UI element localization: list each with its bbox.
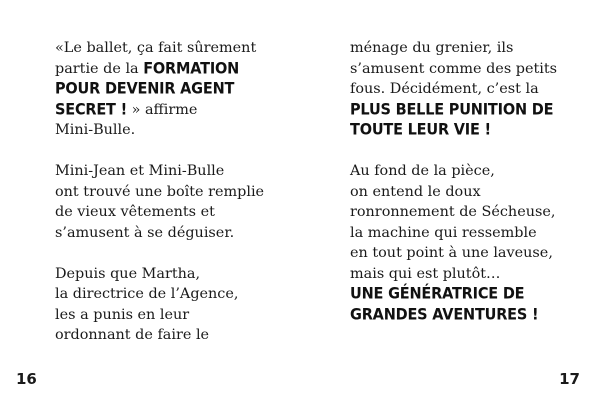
text-line: de vieux vêtements et [55, 204, 215, 220]
highlight-text: GRANDES AVENTURES ! [350, 305, 539, 324]
paragraph-ballet [55, 38, 290, 141]
text-line: en tout point à une laveuse, [350, 245, 553, 261]
text-line: fous. Décidément, c’est la [350, 81, 539, 97]
page-number-left: 16 [16, 370, 37, 388]
text-line: ont trouvé une boîte remplie [55, 183, 265, 200]
text-line: ménage du grenier, ils [350, 40, 514, 56]
right-text-column [350, 38, 590, 325]
highlight-text: POUR DEVENIR AGENT [55, 80, 235, 98]
paragraph-secheuse [350, 161, 590, 325]
highlight-text: SECRET ! [55, 100, 128, 119]
text-fragment: partie de la [55, 60, 144, 77]
text-fragment: » affirme [131, 101, 198, 118]
paragraph-punishment [55, 264, 290, 346]
highlight-text: FORMATION [143, 59, 240, 78]
text-line: les a punis en leur [55, 306, 190, 323]
text-line: Au fond de la pièce, [350, 163, 495, 179]
text-line: Mini-Jean et Mini-Bulle [55, 163, 225, 179]
text-line [55, 79, 290, 100]
text-line: Mini-Bulle. [55, 122, 136, 138]
highlight-text: UNE GÉNÉRATRICE DE [350, 285, 525, 303]
paragraph-attic [350, 38, 590, 141]
text-line: on entend le doux [350, 183, 481, 200]
page-number-right: 17 [559, 370, 580, 388]
text-line: s’amusent comme des petits [350, 60, 558, 77]
text-line: la machine qui ressemble [350, 224, 537, 241]
right-page [300, 0, 600, 406]
text-line: ordonnant de faire le [55, 327, 210, 343]
text-line [55, 59, 290, 80]
text-line: ronronnement de Sécheuse, [350, 204, 556, 220]
highlight-text: TOUTE LEUR VIE ! [350, 121, 491, 139]
paragraph-gap [55, 141, 290, 162]
text-line [55, 100, 290, 121]
highlight-text: PLUS BELLE PUNITION DE [350, 100, 554, 119]
text-line: mais qui est plutôt… [350, 265, 501, 282]
text-line: la directrice de l’Agence, [55, 286, 239, 302]
text-line: s’amusent à se déguiser. [55, 224, 235, 241]
paragraph-gap [55, 243, 290, 264]
text-line [350, 284, 590, 305]
text-line [350, 305, 590, 326]
text-line: Depuis que Martha, [55, 265, 201, 282]
text-line [350, 120, 590, 141]
left-text-column [55, 38, 290, 346]
text-line [350, 100, 590, 121]
paragraph-costumes [55, 161, 290, 243]
text-line: «Le ballet, ça fait sûrement [55, 40, 257, 56]
paragraph-gap [350, 141, 590, 162]
